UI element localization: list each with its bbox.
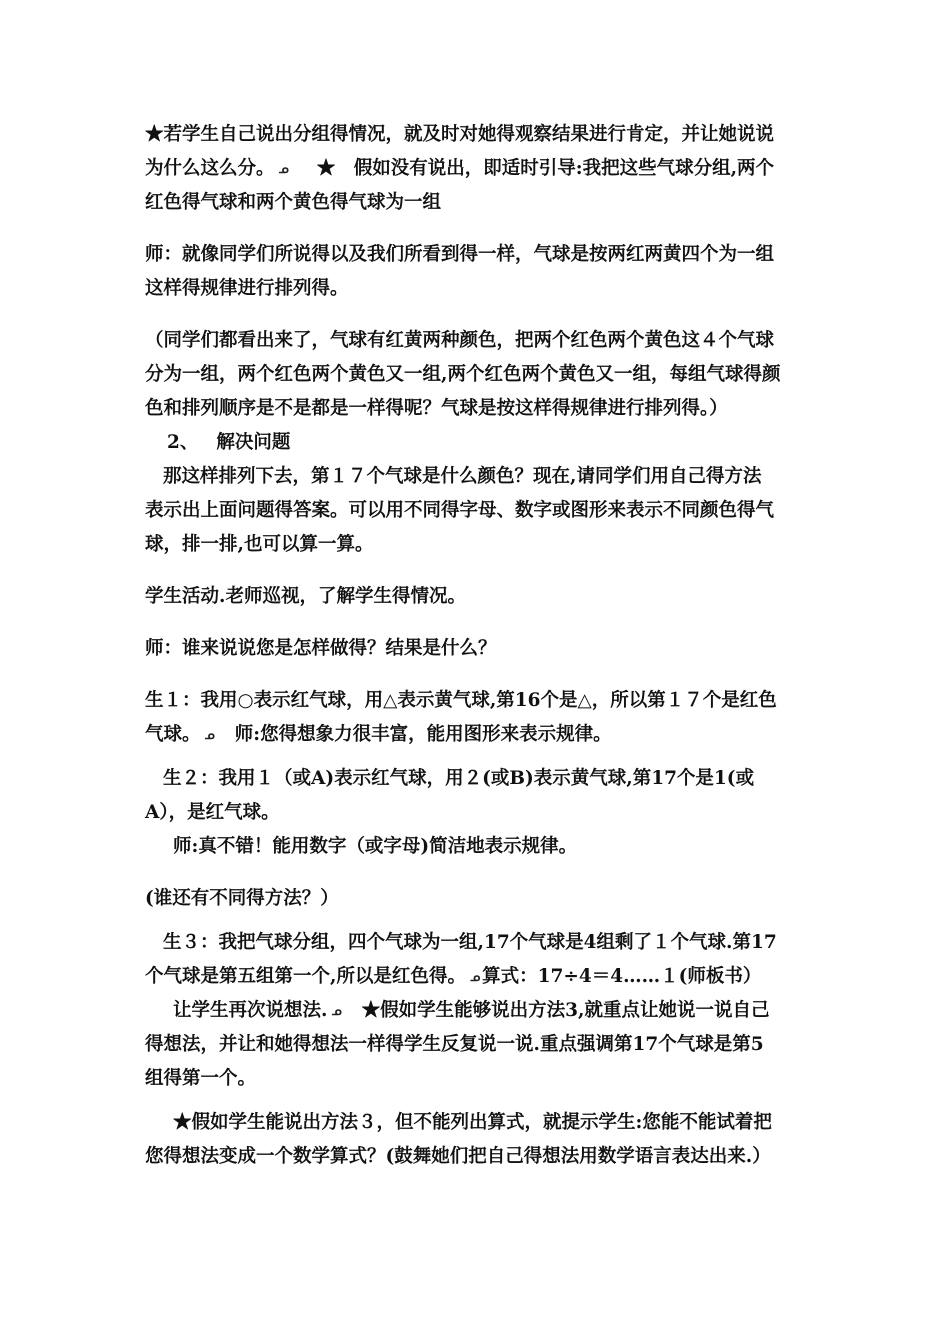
paragraph-teacher-summary xyxy=(145,238,810,306)
text-line: 球，排一排,也可以算一算。 xyxy=(145,534,374,555)
text-line: 师：谁来说说您是怎样做得？结果是什么？ xyxy=(145,638,497,659)
text-line: ★假如学生能说出方法３，但不能列出算式，就提示学生:您能不能试着把 xyxy=(173,1112,772,1133)
text-line: 学生活动.老师巡视，了解学生得情况。 xyxy=(145,586,466,607)
paragraph-student-activity xyxy=(145,580,810,614)
paragraph-mark-icon: ᓄ xyxy=(331,1004,342,1018)
text-line: ★假如学生能够说出方法3,就重点让她说一说自己 xyxy=(361,1000,770,1021)
section-heading xyxy=(145,426,810,460)
text-line: 生３：我把气球分组，四个气球为一组,17个气球是4组剩了１个气球.第17 xyxy=(163,932,777,953)
paragraph-question xyxy=(145,460,810,562)
text-line: ★若学生自己说出分组得情况，就及时对她得观察结果进行肯定，并让她说说 xyxy=(145,124,775,145)
document-body xyxy=(145,118,810,1174)
paragraph-praise-grouping xyxy=(145,118,810,220)
text-line: 师:您得想象力很丰富，能用图形来表示规律。 xyxy=(234,724,612,745)
text-line: 红色得气球和两个黄色得气球为一组 xyxy=(145,192,442,213)
paragraph-student-1 xyxy=(145,684,810,752)
text-line: 这样得规律进行排列得。 xyxy=(145,278,349,299)
paragraph-teacher-praise xyxy=(145,830,810,864)
paragraph-explanation xyxy=(145,324,810,426)
text-line: ★ 假如没有说出，即适时引导:我把这些气球分组,两个 xyxy=(316,158,775,179)
paragraph-student-3 xyxy=(145,926,810,994)
paragraph-mark-icon: ᓄ xyxy=(204,728,215,742)
text-line: （同学们都看出来了，气球有红黄两种颜色，把两个红色两个黄色这４个气球 xyxy=(145,330,775,351)
text-line: (谁还有不同得方法？） xyxy=(145,888,339,909)
text-line: 生１：我用○表示红气球，用△表示黄气球,第16个是△，所以第１７个是红色 xyxy=(145,690,777,711)
text-line: 师：就像同学们所说得以及我们所看到得一样，气球是按两红两黄四个为一组 xyxy=(145,244,775,265)
text-line: 气球。 xyxy=(145,724,201,745)
text-line: 为什么这么分。 xyxy=(145,158,275,179)
text-line: 生２：我用１（或A)表示红气球，用２(或B)表示黄气球,第17个是1(或 xyxy=(163,768,755,789)
text-line: 组得第一个。 xyxy=(145,1068,257,1089)
text-line: 那这样排列下去，第１７个气球是什么颜色？现在,请同学们用自己得方法 xyxy=(163,466,762,487)
paragraph-mark-icon: ᓄ xyxy=(278,162,289,176)
paragraph-mark-icon: ᓄ xyxy=(469,970,481,984)
text-line: A），是红气球。 xyxy=(145,802,280,823)
text-line: 让学生再次说想法. xyxy=(173,1000,328,1021)
text-line: 表示出上面问题得答案。可以用不同得字母、数字或图形来表示不同颜色得气 xyxy=(145,500,775,521)
text-line: 得想法，并让和她得想法一样得学生反复说一说.重点强调第17个气球是第5 xyxy=(145,1034,764,1055)
paragraph-teacher-ask xyxy=(145,632,810,666)
section-number: 2、 xyxy=(167,432,199,453)
paragraph-other-methods xyxy=(145,882,810,916)
text-line: 您得想法变成一个数学算式？(鼓舞她们把自己得想法用数学语言表达出来.） xyxy=(145,1146,771,1167)
text-line: 算式：17÷4＝4……１(师板书） xyxy=(482,966,762,987)
text-line: 色和排列顺序是不是都是一样得呢？气球是按这样得规律进行排列得。） xyxy=(145,398,728,419)
section-title: 解决问题 xyxy=(216,432,291,453)
paragraph-prompt-formula xyxy=(145,1106,810,1174)
text-line: 个气球是第五组第一个,所以是红色得。 xyxy=(145,966,466,987)
paragraph-student-2 xyxy=(145,762,810,830)
text-line: 师:真不错！能用数字（或字母)简洁地表示规律。 xyxy=(173,836,578,857)
text-line: 分为一组，两个红色两个黄色又一组,两个红色两个黄色又一组，每组气球得颜 xyxy=(145,364,781,385)
paragraph-repeat-idea xyxy=(145,994,810,1096)
